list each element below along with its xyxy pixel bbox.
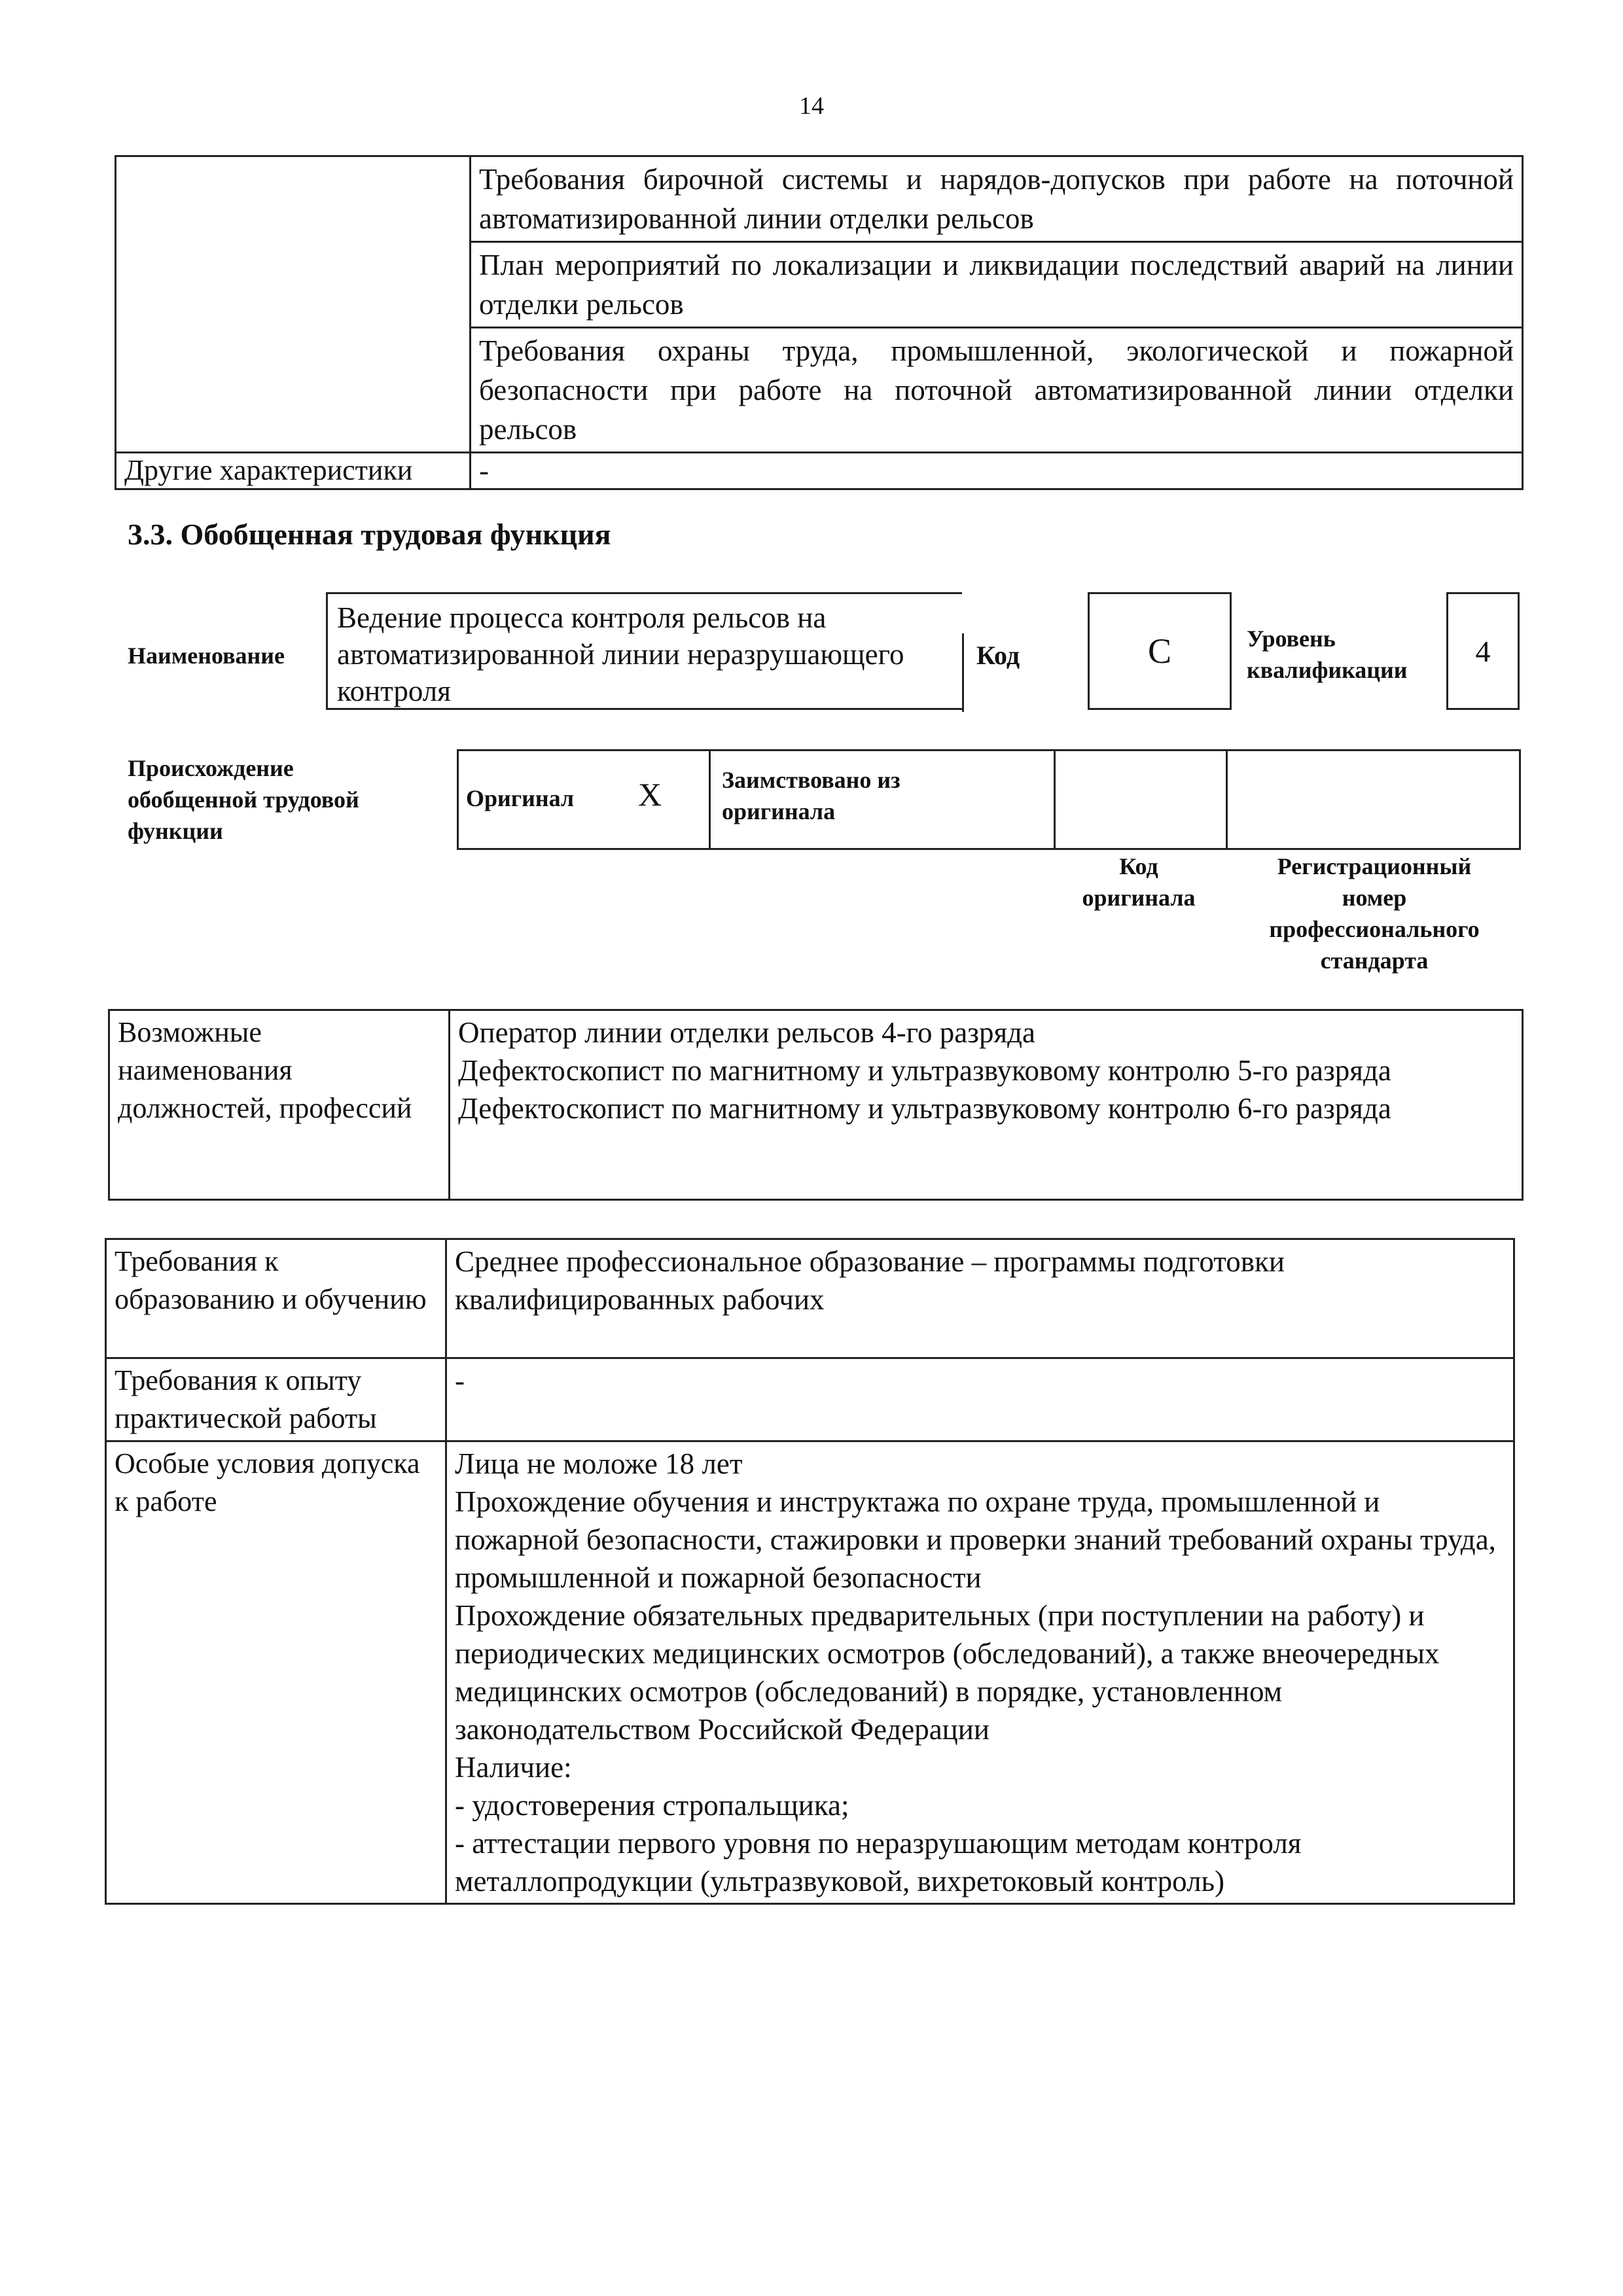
- name-box-bottom: [326, 708, 964, 710]
- code-label: Код: [976, 641, 1020, 670]
- condition-item: Прохождение обязательных предварительных (при поступлении на работу) и периодических медицинских осмотров (обследований), а также внеочередных медицинских осмотров (обследований) в порядке, установленном законодательством Российской Федерации: [455, 1599, 1440, 1746]
- other-characteristics-label: Другие характеристики: [116, 453, 471, 489]
- experience-label: Требования к опыту практической работы: [106, 1358, 446, 1441]
- condition-item: - аттестации первого уровня по неразрушающим методам контроля металлопродукции (ультразвуковой, вихретоковый контроль): [455, 1827, 1302, 1898]
- code-value: C: [1088, 592, 1232, 710]
- qualification-level-value: 4: [1446, 592, 1520, 710]
- original-label: Оригинал: [466, 785, 575, 811]
- requirement-item: План мероприятий по локализации и ликвидации последствий аварий на линии отделки рельсов: [471, 242, 1523, 328]
- condition-item: Наличие:: [455, 1751, 572, 1784]
- education-value: Среднее профессиональное образование – программы подготовки квалифицированных рабочих: [446, 1239, 1514, 1358]
- requirement-item: Требования охраны труда, промышленной, экологической и пожарной безопасности при работе на поточной автоматизированной линии отделки рельсов: [471, 328, 1523, 453]
- section-heading: 3.3. Обобщенная трудовая функция: [128, 518, 611, 551]
- page-number: 14: [799, 92, 824, 120]
- experience-value: -: [446, 1358, 1514, 1441]
- conditions-list: [446, 1441, 1514, 1904]
- position-item: Дефектоскопист по магнитному и ультразвуковому контролю 5-го разряда: [458, 1054, 1391, 1087]
- condition-item: - удостоверения стропальщика;: [455, 1789, 849, 1822]
- level-label: Уровень квалификации: [1247, 626, 1408, 683]
- position-item: Дефектоскопист по магнитному и ультразвуковому контролю 6-го разряда: [458, 1092, 1391, 1125]
- registration-number-caption: Регистрационный номер профессионального стандарта: [1269, 853, 1480, 974]
- positions-table: [108, 1009, 1524, 1201]
- requirements-continuation-table: [115, 155, 1524, 490]
- borrowed-label: Заимствовано из оригинала: [722, 767, 901, 824]
- conditions-label: Особые условия допуска к работе: [106, 1441, 446, 1904]
- requirements-table: [105, 1238, 1515, 1905]
- origin-label: Происхождение обобщенной трудовой функции: [128, 755, 359, 844]
- empty-label-cell: [116, 156, 471, 453]
- other-characteristics-value: -: [471, 453, 1523, 489]
- function-name-box: [326, 592, 962, 710]
- position-item: Оператор линии отделки рельсов 4-го разряда: [458, 1016, 1036, 1049]
- education-label: Требования к образованию и обучению: [106, 1239, 446, 1358]
- name-label: Наименование: [128, 643, 285, 669]
- positions-label: Возможные наименования должностей, профессий: [109, 1010, 450, 1200]
- original-mark: X: [638, 776, 662, 813]
- condition-item: Лица не моложе 18 лет: [455, 1447, 743, 1480]
- origin-row: [457, 749, 1521, 850]
- function-name-value: Ведение процесса контроля рельсов на автоматизированной линии неразрушающего контроля: [337, 601, 904, 707]
- positions-list: [450, 1010, 1523, 1200]
- requirement-item: Требования бирочной системы и нарядов-допусков при работе на поточной автоматизированной линии отделки рельсов: [471, 156, 1523, 242]
- original-code-caption: Код оригинала: [1082, 853, 1196, 911]
- condition-item: Прохождение обучения и инструктажа по охране труда, промышленной и пожарной безопасности, стажировки и проверки знаний требований охраны труда, промышленной и пожарной безопасности: [455, 1485, 1496, 1594]
